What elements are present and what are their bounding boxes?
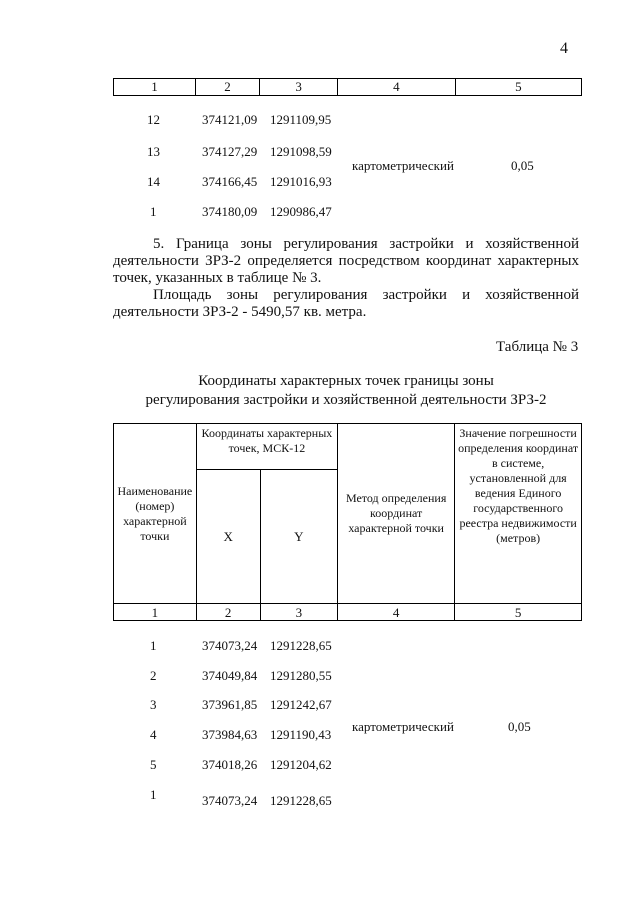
coord-x: 374073,24 (202, 793, 258, 808)
continued-table-header (113, 78, 582, 96)
point-number: 13 (147, 144, 160, 159)
method-value: картометрический (352, 719, 454, 734)
column-header-name: Наименование (номер) характерной точки (114, 424, 197, 604)
numbering-cell: 3 (260, 604, 338, 621)
numbering-cell: 2 (196, 604, 260, 621)
header-cell: 5 (455, 79, 581, 96)
coord-y: 1291228,65 (270, 793, 332, 808)
coord-x: 373984,63 (202, 727, 258, 742)
coord-x: 374127,29 (202, 144, 258, 159)
coord-y: 1291242,67 (270, 697, 332, 712)
coord-y: 1291098,59 (270, 144, 332, 159)
coord-y: 1291109,95 (270, 112, 332, 127)
coord-x: 374121,09 (202, 112, 258, 127)
point-number: 1 (150, 787, 157, 802)
point-number: 2 (150, 668, 157, 683)
point-number: 1 (150, 638, 157, 653)
coord-y: 1290986,47 (270, 204, 332, 219)
numbering-cell: 5 (455, 604, 582, 621)
column-header-method: Метод определения координат характерной точки (338, 424, 455, 604)
point-number: 14 (147, 174, 160, 189)
numbering-cell: 4 (338, 604, 455, 621)
coord-x: 374166,45 (202, 174, 258, 189)
point-number: 12 (147, 112, 160, 127)
coord-y: 1291204,62 (270, 757, 332, 772)
accuracy-value: 0,05 (508, 719, 531, 734)
coord-x: 374018,26 (202, 757, 258, 772)
coord-y: 1291228,65 (270, 638, 332, 653)
column-header-y: Y (260, 470, 338, 604)
point-number: 3 (150, 697, 157, 712)
coord-y: 1291190,43 (270, 727, 332, 742)
coord-x: 374049,84 (202, 668, 258, 683)
header-cell: 4 (338, 79, 455, 96)
table-title-line-2: регулирования застройки и хозяйственной деятельности ЗРЗ-2 (145, 392, 547, 408)
coord-x: 374180,09 (202, 204, 258, 219)
paragraph-boundary: 5. Граница зоны регулирования застройки и хозяйственной деятельности ЗРЗ-2 определяется посредством координат характерных точек, указанных в таблице № 3. (113, 236, 579, 286)
header-cell: 2 (195, 79, 259, 96)
accuracy-value: 0,05 (511, 158, 534, 173)
coord-y: 1291280,55 (270, 668, 332, 683)
column-header-x: X (196, 470, 260, 604)
coord-y: 1291016,93 (270, 174, 332, 189)
numbering-cell: 1 (114, 604, 197, 621)
method-value: картометрический (352, 158, 454, 173)
header-cell: 3 (260, 79, 338, 96)
header-cell: 1 (114, 79, 196, 96)
page-number: 4 (560, 40, 568, 57)
coordinates-table (113, 423, 582, 621)
column-header-coords: Координаты характерных точек, МСК-12 (196, 424, 337, 470)
coord-x: 374073,24 (202, 638, 258, 653)
table-title-line-1: Координаты характерных точек границы зоны (198, 373, 494, 389)
point-number: 4 (150, 727, 157, 742)
paragraph-area: Площадь зоны регулирования застройки и хозяйственной деятельности ЗРЗ-2 - 5490,57 кв. метра. (113, 287, 579, 320)
point-number: 1 (150, 204, 157, 219)
column-header-accuracy: Значение погрешности определения координат в системе, установленной для ведения Единого государственного реестра недвижимости (метров) (455, 424, 582, 604)
point-number: 5 (150, 757, 157, 772)
coord-x: 373961,85 (202, 697, 258, 712)
table-label: Таблица № 3 (496, 339, 579, 355)
